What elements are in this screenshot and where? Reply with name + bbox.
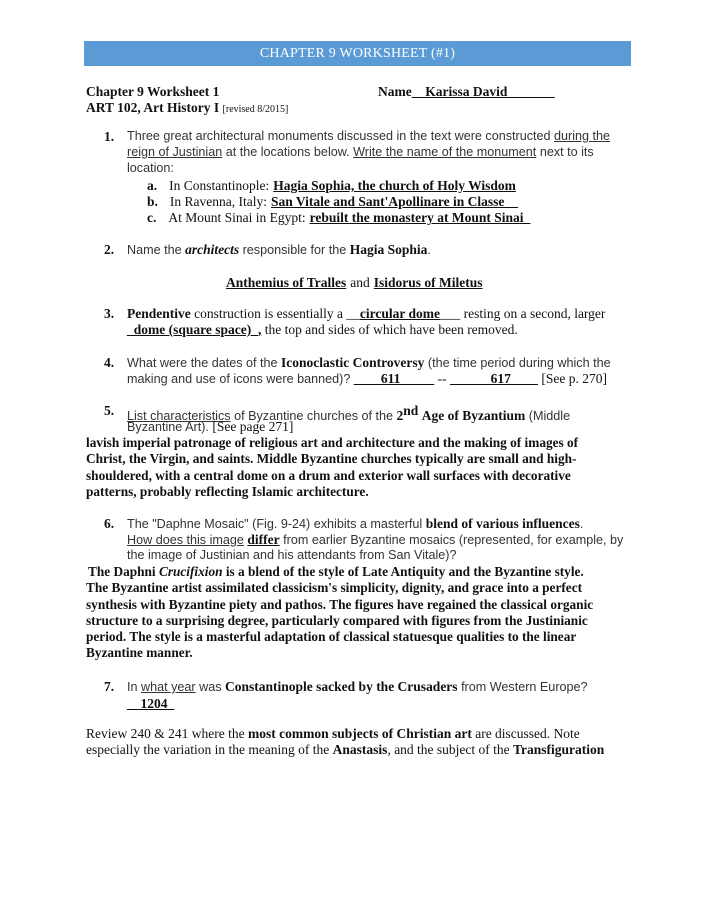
q7-text: In bbox=[127, 680, 138, 694]
q2-answer bbox=[226, 274, 483, 292]
q5-ordinal: 2 bbox=[396, 408, 404, 424]
answer-line: The Byzantine artist assimilated classicism's simplicity, dignity, and grace into a perfect bbox=[86, 580, 583, 596]
q5-text: of Byzantine churches of the bbox=[234, 409, 394, 424]
q7-answer bbox=[127, 695, 174, 713]
worksheet-title: Chapter 9 Worksheet 1 bbox=[86, 84, 220, 99]
item-label: At Mount Sinai in Egypt: bbox=[168, 210, 306, 225]
name-value: __Karissa David_______ bbox=[411, 84, 555, 99]
review-text: Review 240 & 241 where the bbox=[86, 726, 245, 741]
q6-text: The "Daphne Mosaic" (Fig. 9-24) exhibits a masterful bbox=[127, 517, 423, 531]
q5-ordinal-sup: nd bbox=[403, 403, 419, 418]
answer-line: lavish imperial patronage of religious art and architecture and the making of images of bbox=[86, 435, 579, 450]
q3-term: Pendentive bbox=[127, 306, 191, 321]
course-line bbox=[86, 100, 288, 116]
q2-text: responsible for the bbox=[242, 243, 347, 257]
q5-answer bbox=[86, 435, 578, 500]
q4-text: What were the dates of the bbox=[127, 356, 278, 370]
answer-line: structure to a surprising degree, particularly compared with figures from the Justinianic bbox=[86, 612, 588, 628]
q6-emph: How does this image bbox=[127, 533, 244, 547]
q5-emph: Age of Byzantium bbox=[421, 408, 526, 424]
item-label: In Constantinople: bbox=[169, 178, 270, 193]
answer-line: period. The style is a masterful adaptation of classical statuesque qualities to the linear bbox=[86, 629, 577, 645]
item-answer: Hagia Sophia, the church of Holy Wisdom bbox=[273, 178, 516, 193]
q3-number: 3. bbox=[104, 306, 115, 321]
q1-text: next to its bbox=[539, 145, 594, 159]
q1-emph: Write the name of the monument bbox=[353, 145, 537, 159]
q3-text: the top and sides of which have been removed. bbox=[264, 322, 518, 337]
course-title: ART 102, Art History I bbox=[86, 100, 220, 115]
item-letter: b. bbox=[147, 194, 158, 209]
review-text: , and the subject of the bbox=[387, 742, 510, 757]
q1-emph: during the bbox=[554, 129, 611, 143]
q4-start-year: ____611_____ bbox=[353, 371, 435, 386]
answer-line: Byzantine manner. bbox=[86, 645, 193, 661]
name-label: Name bbox=[378, 84, 412, 99]
q3-answer-1: circular dome bbox=[359, 306, 440, 321]
q7-emph: Constantinople sacked by the Crusaders bbox=[225, 679, 458, 694]
q4-number: 4. bbox=[104, 355, 115, 370]
q6-line3: the image of Justinian and his attendants from San Vitale)? bbox=[127, 548, 457, 562]
answer-text: The Daphni bbox=[88, 564, 156, 579]
answer-line: Christ, the Virgin, and saints. Middle Byzantine churches typically are small and high- bbox=[86, 451, 577, 467]
q1-emph: reign of Justinian bbox=[127, 145, 223, 159]
item-answer: San Vitale and Sant'Apollinare in Classe__ bbox=[270, 194, 518, 209]
review-line2 bbox=[86, 742, 604, 758]
item-letter: c. bbox=[147, 210, 157, 225]
q3-line1 bbox=[127, 306, 605, 322]
q3-text: construction is essentially a __ bbox=[194, 306, 360, 321]
q7-number: 7. bbox=[104, 679, 115, 694]
answer-text: is a blend of the style of Late Antiquity and the Byzantine style. bbox=[225, 564, 584, 579]
q3-text: ___ resting on a second, larger bbox=[439, 306, 606, 321]
review-text: are discussed. Note bbox=[475, 726, 580, 741]
q1-item-c bbox=[147, 209, 530, 227]
q6-text: from earlier Byzantine mosaics (represented, for example, by bbox=[283, 533, 624, 547]
q6-answer bbox=[88, 564, 593, 662]
review-emph: most common subjects of Christian art bbox=[247, 726, 472, 741]
q1-line2 bbox=[127, 145, 594, 159]
chapter-banner: CHAPTER 9 WORKSHEET (#1) bbox=[84, 41, 631, 66]
q1-number: 1. bbox=[104, 129, 115, 144]
review-emph: Transfiguration bbox=[513, 742, 605, 757]
q7-text: from Western Europe? bbox=[461, 680, 588, 694]
q7-emph: what year bbox=[141, 680, 196, 694]
review-emph: Anastasis bbox=[332, 742, 388, 757]
q5-text: Byzantine Art). bbox=[127, 420, 209, 434]
q1-text: Three great architectural monuments discussed in the text were constructed bbox=[127, 129, 551, 143]
q1-line1 bbox=[127, 129, 610, 143]
q2-line1 bbox=[127, 242, 431, 258]
item-letter: a. bbox=[147, 178, 158, 193]
q5-ref: [See page 271] bbox=[212, 419, 294, 434]
architect-2: Isidorus of Miletus bbox=[373, 275, 483, 290]
review-line1 bbox=[86, 726, 580, 742]
review-text: especially the variation in the meaning of the bbox=[86, 742, 330, 757]
q1-line3: location: bbox=[127, 161, 174, 175]
q4-text: making and use of icons were banned)? bbox=[127, 372, 351, 386]
q5-emph: List characteristics bbox=[127, 409, 231, 424]
q2-number: 2. bbox=[104, 242, 115, 257]
answer-line bbox=[88, 564, 593, 580]
q6-text: . bbox=[579, 517, 584, 531]
revised-date: [revised 8/2015] bbox=[222, 104, 289, 115]
answer-line: patterns, probably reflecting Islamic architecture. bbox=[86, 483, 369, 499]
q2-emph: Hagia Sophia bbox=[349, 242, 428, 257]
q5-text: (Middle bbox=[528, 409, 571, 424]
q3-answer-2: _dome (square space)_, bbox=[127, 322, 262, 337]
answer-line: synthesis with Byzantine piety and pathos. The figures have regained the classical organic bbox=[86, 596, 594, 612]
q7-line1 bbox=[127, 679, 588, 695]
q4-dash: -- bbox=[437, 371, 447, 386]
q4-text: (the time period during which the bbox=[427, 356, 611, 370]
q4-end-year: ______617____ bbox=[450, 371, 538, 386]
q2-text: Name the bbox=[127, 243, 182, 257]
q6-number: 6. bbox=[104, 516, 115, 531]
q6-line1 bbox=[127, 516, 583, 532]
item-answer: rebuilt the monastery at Mount Sinai_ bbox=[309, 210, 531, 225]
q7-text: was bbox=[199, 680, 222, 694]
q5-number: 5. bbox=[104, 403, 115, 418]
q4-ref: [See p. 270] bbox=[541, 371, 607, 386]
q2-and: and bbox=[350, 275, 370, 290]
q3-line2 bbox=[127, 322, 518, 338]
item-label: In Ravenna, Italy: bbox=[169, 194, 267, 209]
q4-line2 bbox=[127, 371, 607, 387]
q2-text: . bbox=[427, 243, 431, 257]
architect-1: Anthemius of Tralles bbox=[226, 275, 347, 290]
student-name bbox=[378, 84, 555, 100]
q6-emph: blend of various influences bbox=[425, 516, 580, 531]
q4-emph: Iconoclastic Controversy bbox=[281, 355, 425, 370]
sack-year: __1204_ bbox=[127, 696, 175, 711]
q1-text: at the locations below. bbox=[225, 145, 350, 159]
q2-emph: architects bbox=[185, 242, 240, 257]
answer-title: Crucifixion bbox=[158, 564, 223, 579]
answer-line: shouldered, with a central dome on a drum and exterior wall surfaces with decorative bbox=[86, 467, 571, 483]
q6-emph: differ bbox=[247, 532, 280, 547]
q4-line1 bbox=[127, 355, 611, 371]
q6-line2 bbox=[127, 532, 623, 548]
q5-line2 bbox=[127, 419, 293, 435]
